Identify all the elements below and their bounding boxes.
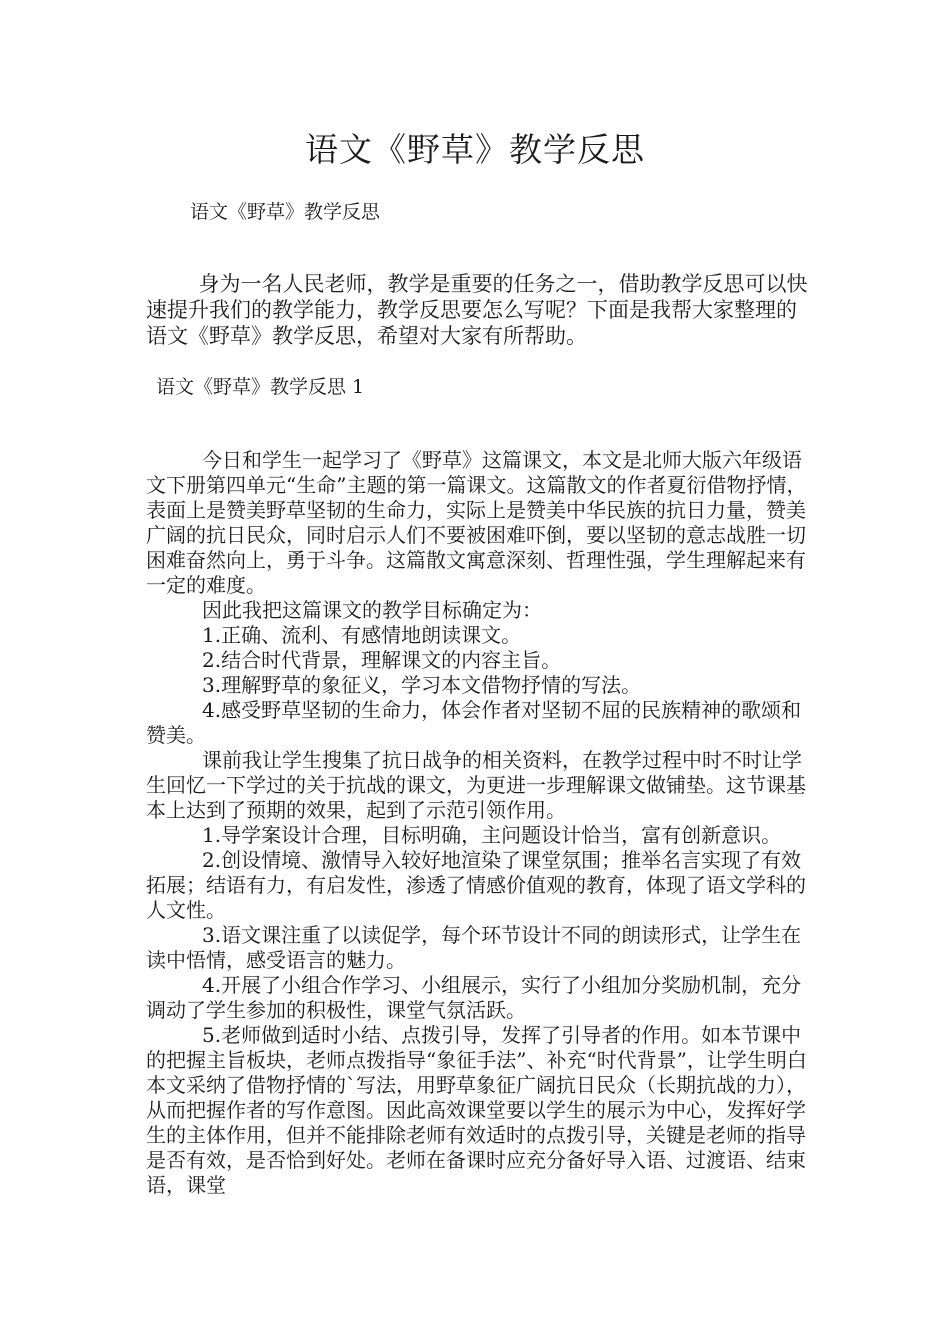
intro-paragraph: 身为一名人民老师，教学是重要的任务之一，借助教学反思可以快速提升我们的教学能力，教学反思要怎么写呢？下面是我帮大家整理的语文《野草》教学反思，希望对大家有所帮助。 (146, 272, 808, 348)
reflection-item: 2.创设情境、激情导入较好地渲染了课堂氛围；推举名言实现了有效拓展；结语有力，有启发性，渗透了情感价值观的教育，体现了语文学科的人文性。 (146, 848, 806, 922)
document-subtitle: 语文《野草》教学反思 (190, 201, 381, 223)
objective-item: 2.结合时代背景，理解课文的内容主旨。 (202, 648, 562, 672)
reflection-item: 4.开展了小组合作学习、小组展示，实行了小组加分奖励机制，充分调动了学生参加的积极性，课堂气氛活跃。 (146, 973, 802, 1022)
body-paragraph: 课前我让学生搜集了抗日战争的相关资料，在教学过程中时不时让学生回忆一下学过的关于抗战的课文，为更进一步理解课文做铺垫。这节课基本上达到了预期的效果，起到了示范引领作用。 (146, 748, 806, 822)
objective-item: 4.感受野草坚韧的生命力，体会作者对坚韧不屈的民族精神的歌颂和赞美。 (146, 698, 802, 747)
section-body (146, 448, 810, 1198)
objective-item: 3.理解野草的象征义，学习本文借物抒情的写法。 (202, 673, 642, 697)
document-title: 语文《野草》教学反思 (305, 130, 645, 169)
body-paragraph: 今日和学生一起学习了《野草》这篇课文，本文是北师大版六年级语文下册第四单元“生命”主题的第一篇课文。这篇散文的作者夏衍借物抒情，表面上是赞美野草坚韧的生命力，实际上是赞美中华民族的抗日力量，赞美广阔的抗日民众，同时启示人们不要被困难吓倒，要以坚韧的意志战胜一切困难奋然向上，勇于斗争。这篇散文寓意深刻、哲理性强，学生理解起来有一定的难度。 (146, 448, 807, 597)
objective-item: 1.正确、流利、有感情地朗读课文。 (202, 623, 522, 647)
reflection-item: 3.语文课注重了以读促学，每个环节设计不同的朗读形式，让学生在读中悟情，感受语言的魅力。 (146, 923, 802, 972)
body-paragraph: 因此我把这篇课文的教学目标确定为： (202, 598, 542, 622)
reflection-item: 5.老师做到适时小结、点拨引导，发挥了引导者的作用。如本节课中的把握主旨板块，老师点拨指导“象征手法”、补充“时代背景”，让学生明白本文采纳了借物抒情的`写法，用野草象征广阔抗日民众（长期抗战的力），从而把握作者的写作意图。因此高效课堂要以学生的展示为中心，发挥好学生的主体作用，但并不能排除老师有效适时的点拨引导，关键是老师的指导是否有效，是否恰到好处。老师在备课时应充分备好导入语、过渡语、结束语，课堂 (146, 1023, 807, 1197)
section-heading: 语文《野草》教学反思 1 (156, 376, 365, 398)
reflection-item: 1.导学案设计合理，目标明确，主问题设计恰当，富有创新意识。 (202, 823, 782, 847)
